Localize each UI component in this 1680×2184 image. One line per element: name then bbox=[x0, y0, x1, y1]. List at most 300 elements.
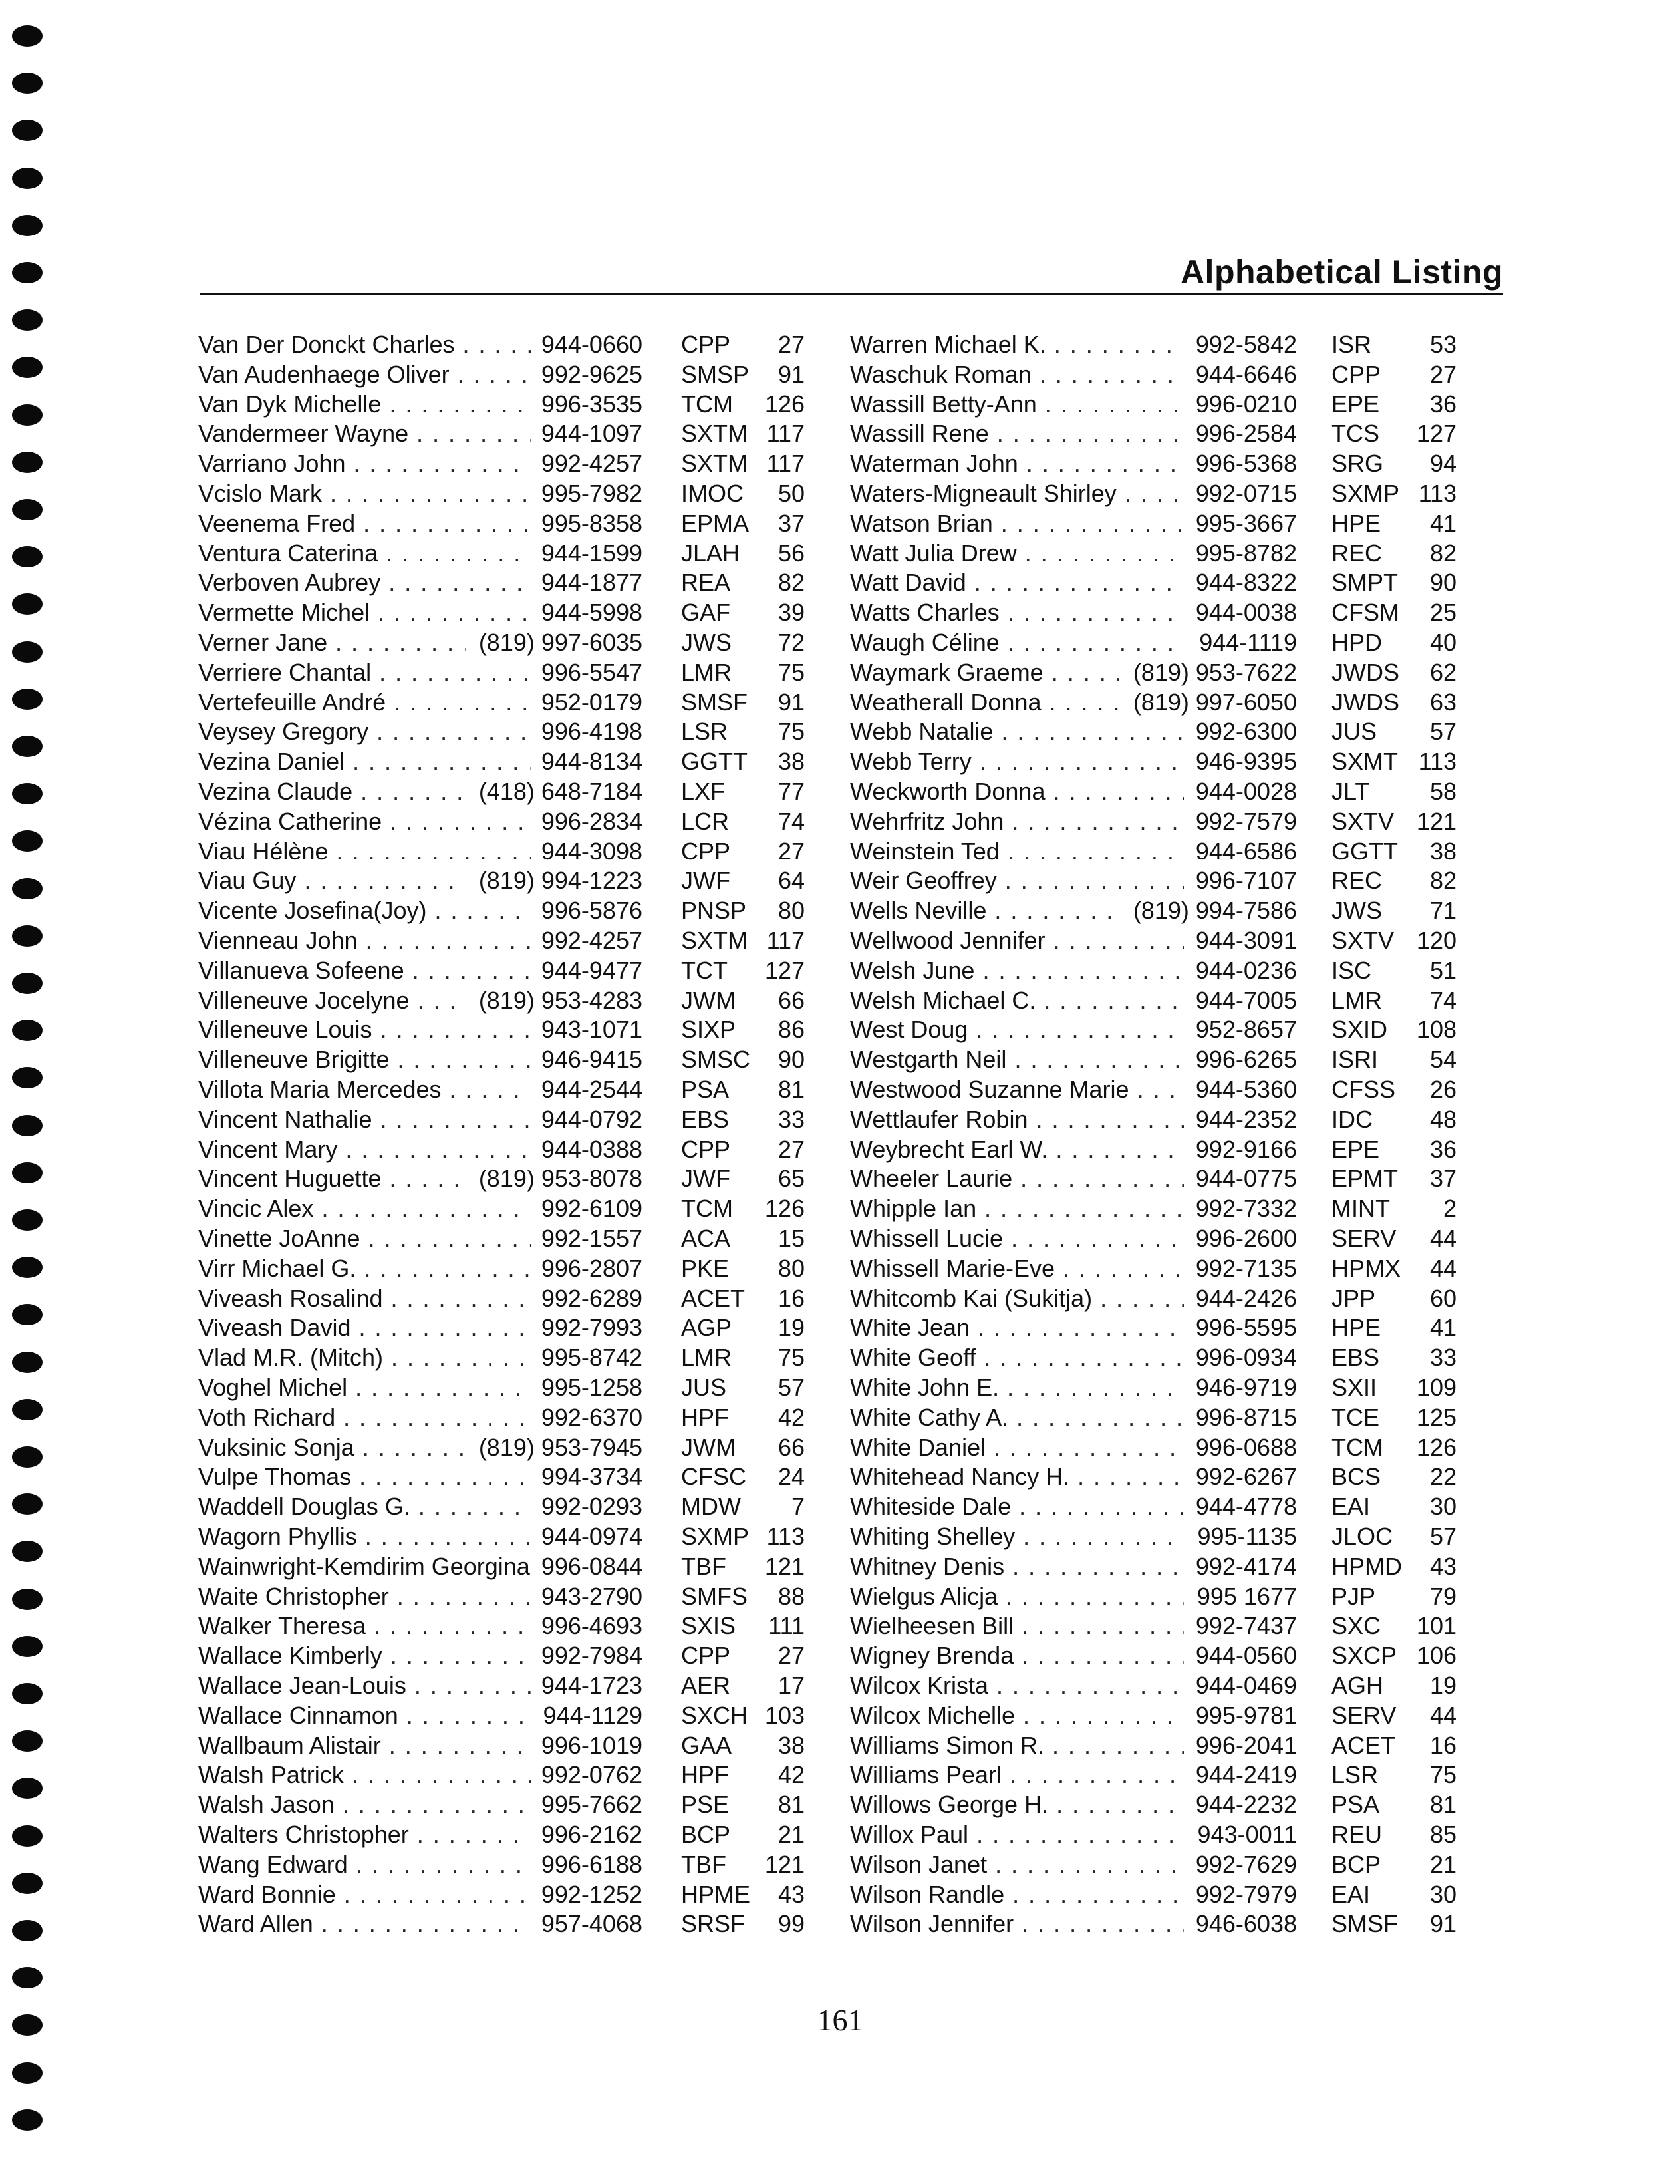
entry-page: 44 bbox=[1429, 1701, 1457, 1729]
entry-code: TCM bbox=[1331, 1433, 1383, 1461]
entry-phone: 996-8715 bbox=[1195, 1403, 1297, 1431]
entry-name: Vandermeer Wayne . . . bbox=[198, 418, 531, 448]
entry-page: 58 bbox=[1429, 778, 1457, 805]
entry-page: 81 bbox=[777, 1076, 805, 1103]
entry-page: 117 bbox=[766, 420, 805, 448]
entry-page: 79 bbox=[1429, 1582, 1457, 1610]
entry-name: Welsh Michael C. . . . bbox=[850, 985, 1184, 1015]
entry-page: 24 bbox=[777, 1463, 805, 1491]
entry-page: 39 bbox=[777, 599, 805, 627]
entry-name: Walsh Patrick . . . bbox=[198, 1760, 531, 1790]
entry-page: 109 bbox=[1416, 1374, 1457, 1401]
entry-code: JLT bbox=[1331, 778, 1370, 805]
entry-page: 120 bbox=[1416, 927, 1457, 954]
listing-row bbox=[0, 1014, 1680, 1044]
entry-page: 62 bbox=[1429, 658, 1457, 686]
entry-name: Whitney Denis . . . bbox=[850, 1551, 1184, 1581]
listing-row bbox=[0, 1670, 1680, 1700]
entry-name: Wallace Cinnamon . . . bbox=[198, 1700, 531, 1730]
entry-page: 126 bbox=[764, 390, 805, 418]
entry-name: Varriano John . . . bbox=[198, 448, 531, 478]
listing-row bbox=[0, 895, 1680, 925]
entry-page: 16 bbox=[1429, 1731, 1457, 1759]
entry-code: SXCH bbox=[681, 1701, 748, 1729]
entry-phone: 992-6289 bbox=[541, 1284, 642, 1312]
entry-page: 94 bbox=[1429, 450, 1457, 478]
entry-code: IMOC bbox=[681, 480, 744, 507]
entry-page: 38 bbox=[1429, 837, 1457, 865]
entry-page: 91 bbox=[777, 360, 805, 388]
entry-code: TCE bbox=[1331, 1403, 1379, 1431]
entry-page: 30 bbox=[1429, 1880, 1457, 1908]
entry-code: JWF bbox=[681, 1165, 730, 1193]
entry-phone: 944-1129 bbox=[543, 1701, 642, 1729]
listing-row bbox=[0, 1253, 1680, 1283]
entry-code: PSA bbox=[681, 1076, 730, 1103]
entry-name: Wallace Jean-Louis . . . bbox=[198, 1670, 531, 1700]
listing-row bbox=[0, 1790, 1680, 1819]
listing-row bbox=[0, 1432, 1680, 1462]
entry-page: 121 bbox=[1416, 807, 1457, 835]
binding-hole bbox=[12, 168, 43, 189]
entry-name: Ward Bonnie . . . bbox=[198, 1879, 531, 1909]
entry-phone: 992-4257 bbox=[541, 450, 642, 478]
entry-phone: 996-0688 bbox=[1195, 1433, 1297, 1461]
entry-phone: 946-9395 bbox=[1195, 748, 1297, 776]
entry-name: Viau Guy . . . bbox=[198, 865, 466, 895]
entry-page: 108 bbox=[1416, 1016, 1457, 1044]
entry-page: 81 bbox=[777, 1791, 805, 1819]
entry-phone: 944-8134 bbox=[541, 748, 642, 776]
listing-row bbox=[0, 567, 1680, 597]
entry-page: 90 bbox=[1429, 569, 1457, 597]
listing-row bbox=[0, 985, 1680, 1015]
entry-name: Vienneau John . . . bbox=[198, 925, 531, 955]
entry-name: Wassill Rene . . . bbox=[850, 418, 1184, 448]
entry-page: 75 bbox=[777, 1344, 805, 1372]
entry-page: 25 bbox=[1429, 599, 1457, 627]
entry-name: Villeneuve Brigitte . . . bbox=[198, 1044, 531, 1074]
listing-row bbox=[0, 389, 1680, 419]
entry-code: SXTV bbox=[1331, 807, 1395, 835]
entry-page: 99 bbox=[777, 1910, 805, 1938]
entry-code: TCT bbox=[681, 956, 728, 984]
entry-page: 75 bbox=[1429, 1761, 1457, 1789]
entry-phone: 992-6267 bbox=[1195, 1463, 1297, 1491]
entry-page: 91 bbox=[777, 688, 805, 716]
entry-name: Waugh Céline . . . bbox=[850, 627, 1184, 657]
entry-page: 103 bbox=[764, 1701, 805, 1729]
entry-code: TBF bbox=[681, 1552, 726, 1580]
entry-page: 51 bbox=[1429, 956, 1457, 984]
entry-name: Vcislo Mark . . . bbox=[198, 478, 531, 508]
listing-row bbox=[0, 418, 1680, 448]
entry-code: LMR bbox=[681, 658, 732, 686]
entry-phone: 996-5547 bbox=[541, 658, 642, 686]
listing-row bbox=[0, 716, 1680, 746]
entry-phone: 944-1097 bbox=[541, 420, 642, 448]
listing-row bbox=[0, 1819, 1680, 1849]
entry-page: 2 bbox=[1443, 1195, 1457, 1223]
entry-phone: 995 1677 bbox=[1196, 1582, 1297, 1610]
entry-name: Wilcox Michelle . . . bbox=[850, 1700, 1184, 1730]
entry-phone: 995-1258 bbox=[541, 1374, 642, 1401]
entry-code: HPE bbox=[1331, 1314, 1381, 1342]
entry-name: White John E. . . . bbox=[850, 1372, 1184, 1402]
entry-code: AGH bbox=[1331, 1672, 1384, 1699]
entry-code: REA bbox=[681, 569, 731, 597]
listing-row bbox=[0, 1313, 1680, 1342]
entry-name: Walsh Jason . . . bbox=[198, 1790, 531, 1819]
entry-code: ACET bbox=[1331, 1731, 1396, 1759]
entry-phone: 946-9415 bbox=[541, 1046, 642, 1074]
entry-phone: 996-7107 bbox=[1195, 867, 1297, 895]
entry-code: CPP bbox=[1331, 360, 1381, 388]
entry-phone: 944-0469 bbox=[1195, 1672, 1297, 1699]
entry-code: ACET bbox=[681, 1284, 746, 1312]
entry-code: HPMX bbox=[1331, 1254, 1401, 1282]
entry-page: 127 bbox=[1416, 420, 1457, 448]
entry-phone: 996-2162 bbox=[541, 1821, 642, 1848]
entry-name: Wehrfritz John . . . bbox=[850, 806, 1184, 836]
entry-name: Voghel Michel . . . bbox=[198, 1372, 531, 1402]
header-rule bbox=[200, 293, 1503, 295]
entry-name: Veysey Gregory . . . bbox=[198, 716, 531, 746]
entry-name: Vulpe Thomas . . . bbox=[198, 1462, 531, 1491]
entry-name: Ventura Caterina . . . bbox=[198, 538, 531, 568]
entry-code: TBF bbox=[681, 1850, 726, 1878]
entry-phone: (819) 953-8078 bbox=[478, 1165, 642, 1193]
entry-code: JLOC bbox=[1331, 1523, 1393, 1550]
entry-page: 27 bbox=[777, 1642, 805, 1670]
entry-page: 41 bbox=[1429, 509, 1457, 537]
entry-code: EAI bbox=[1331, 1493, 1371, 1521]
entry-phone: (819) 953-7945 bbox=[478, 1433, 642, 1461]
listing-row bbox=[0, 1164, 1680, 1193]
listing-row bbox=[0, 1104, 1680, 1134]
entry-name: Whissell Lucie . . . bbox=[850, 1223, 1184, 1253]
entry-page: 21 bbox=[777, 1821, 805, 1848]
entry-name: Vezina Claude . . . bbox=[198, 776, 466, 806]
entry-phone: 992-1557 bbox=[541, 1225, 642, 1252]
binding-hole bbox=[12, 215, 43, 236]
entry-code: CFSC bbox=[681, 1463, 746, 1491]
entry-code: SXMT bbox=[1331, 748, 1399, 776]
entry-page: 54 bbox=[1429, 1046, 1457, 1074]
entry-code: EPMT bbox=[1331, 1165, 1399, 1193]
listing-row bbox=[0, 1283, 1680, 1313]
entry-phone: 996-1019 bbox=[541, 1731, 642, 1759]
entry-page: 41 bbox=[1429, 1314, 1457, 1342]
entry-phone: 995-8358 bbox=[541, 509, 642, 537]
binding-hole bbox=[12, 73, 43, 94]
entry-name: Villanueva Sofeene . . . bbox=[198, 955, 531, 985]
entry-code: LCR bbox=[681, 807, 730, 835]
listing-row bbox=[0, 1730, 1680, 1760]
entry-page: 71 bbox=[1429, 897, 1457, 925]
entry-page: 33 bbox=[1429, 1344, 1457, 1372]
page-header bbox=[200, 253, 1503, 294]
entry-phone: 944-1877 bbox=[541, 569, 642, 597]
entry-phone: 995-7982 bbox=[541, 480, 642, 507]
entry-phone: 944-3091 bbox=[1195, 927, 1297, 954]
entry-page: 44 bbox=[1429, 1254, 1457, 1282]
entry-phone: 944-2544 bbox=[541, 1076, 642, 1103]
listing-row bbox=[0, 1640, 1680, 1670]
listing-row bbox=[0, 1074, 1680, 1104]
entry-name: Ward Allen . . . bbox=[198, 1909, 531, 1939]
entry-phone: 992-7629 bbox=[1195, 1850, 1297, 1878]
entry-name: Weir Geoffrey . . . bbox=[850, 865, 1184, 895]
entry-page: 27 bbox=[777, 837, 805, 865]
entry-page: 66 bbox=[777, 1433, 805, 1461]
entry-code: ACA bbox=[681, 1225, 731, 1252]
entry-phone: 996-2600 bbox=[1195, 1225, 1297, 1252]
entry-phone: 944-1599 bbox=[541, 539, 642, 567]
entry-page: 127 bbox=[764, 956, 805, 984]
entry-name: Virr Michael G. . . . bbox=[198, 1253, 531, 1283]
entry-code: GAA bbox=[681, 1731, 732, 1759]
entry-page: 21 bbox=[1429, 1850, 1457, 1878]
entry-name: Whiteside Dale . . . bbox=[850, 1491, 1184, 1521]
entry-phone: 944-0560 bbox=[1195, 1642, 1297, 1670]
entry-code: SMSF bbox=[681, 688, 748, 716]
entry-code: LXF bbox=[681, 778, 726, 805]
listing-row bbox=[0, 1462, 1680, 1491]
entry-code: HPF bbox=[681, 1403, 729, 1431]
entry-name: Westwood Suzanne Marie . . . bbox=[850, 1074, 1184, 1104]
listing-row bbox=[0, 1760, 1680, 1790]
entry-phone: 944-5360 bbox=[1195, 1076, 1297, 1103]
entry-name: Weatherall Donna . . . bbox=[850, 687, 1119, 717]
entry-code: SMPT bbox=[1331, 569, 1399, 597]
entry-phone: 996-6265 bbox=[1195, 1046, 1297, 1074]
entry-page: 22 bbox=[1429, 1463, 1457, 1491]
entry-name: Wheeler Laurie . . . bbox=[850, 1164, 1184, 1193]
entry-name: Weckworth Donna . . . bbox=[850, 776, 1184, 806]
entry-page: 117 bbox=[766, 450, 805, 478]
page-title: Alphabetical Listing bbox=[1180, 253, 1503, 291]
entry-code: JLAH bbox=[681, 539, 740, 567]
entry-phone: 996-0934 bbox=[1195, 1344, 1297, 1372]
entry-phone: 943-0011 bbox=[1197, 1821, 1297, 1848]
listing-row bbox=[0, 1402, 1680, 1432]
entry-phone: 944-3098 bbox=[541, 837, 642, 865]
entry-name: Waters-Migneault Shirley . . . bbox=[850, 478, 1184, 508]
entry-page: 126 bbox=[1416, 1433, 1457, 1461]
entry-page: 44 bbox=[1429, 1225, 1457, 1252]
entry-page: 72 bbox=[777, 629, 805, 656]
entry-phone: 944-9477 bbox=[541, 956, 642, 984]
entry-phone: 992-4174 bbox=[1195, 1552, 1297, 1580]
entry-name: Wassill Betty-Ann . . . bbox=[850, 389, 1184, 419]
entry-page: 19 bbox=[777, 1314, 805, 1342]
listing-row bbox=[0, 687, 1680, 717]
entry-code: PKE bbox=[681, 1254, 730, 1282]
entry-name: Van Audenhaege Oliver . . . bbox=[198, 359, 531, 389]
entry-code: SXII bbox=[1331, 1374, 1377, 1401]
entry-code: LSR bbox=[1331, 1761, 1379, 1789]
entry-phone: (819) 997-6050 bbox=[1133, 688, 1297, 716]
entry-phone: (819) 994-1223 bbox=[478, 867, 642, 895]
entry-phone: 944-0792 bbox=[541, 1105, 642, 1133]
entry-name: Vezina Daniel . . . bbox=[198, 746, 531, 776]
entry-page: 106 bbox=[1416, 1642, 1457, 1670]
entry-code: CFSM bbox=[1331, 599, 1399, 627]
entry-phone: 992-7135 bbox=[1195, 1254, 1297, 1282]
entry-code: SMFS bbox=[681, 1582, 748, 1610]
entry-phone: (418) 648-7184 bbox=[478, 778, 642, 805]
entry-name: Weinstein Ted . . . bbox=[850, 836, 1184, 866]
entry-page: 81 bbox=[1429, 1791, 1457, 1819]
entry-page: 50 bbox=[777, 480, 805, 507]
entry-page: 111 bbox=[768, 1612, 805, 1640]
entry-phone: 992-7579 bbox=[1195, 807, 1297, 835]
entry-page: 38 bbox=[777, 748, 805, 776]
entry-phone: 995-3667 bbox=[1195, 509, 1297, 537]
entry-phone: 996-6188 bbox=[541, 1850, 642, 1878]
entry-phone: 944-0236 bbox=[1195, 956, 1297, 984]
entry-code: EPMA bbox=[681, 509, 750, 537]
listing-row bbox=[0, 955, 1680, 985]
entry-code: TCM bbox=[681, 390, 733, 418]
entry-page: 26 bbox=[1429, 1076, 1457, 1103]
entry-phone: 996-2834 bbox=[541, 807, 642, 835]
entry-phone: 992-5842 bbox=[1195, 331, 1297, 358]
entry-name: Williams Pearl . . . bbox=[850, 1760, 1184, 1790]
entry-phone: 944-6646 bbox=[1195, 360, 1297, 388]
entry-page: 63 bbox=[1429, 688, 1457, 716]
entry-phone: (819) 953-7622 bbox=[1133, 658, 1297, 686]
entry-code: JWDS bbox=[1331, 688, 1399, 716]
listing-row bbox=[0, 478, 1680, 508]
entry-name: Watt David . . . bbox=[850, 567, 1184, 597]
entry-phone: 944-1723 bbox=[541, 1672, 642, 1699]
entry-phone: 996-2041 bbox=[1195, 1731, 1297, 1759]
entry-page: 57 bbox=[777, 1374, 805, 1401]
entry-code: REC bbox=[1331, 867, 1383, 895]
entry-name: White Geoff . . . bbox=[850, 1342, 1184, 1372]
binding-hole bbox=[12, 2062, 43, 2084]
listing-row bbox=[0, 1909, 1680, 1939]
entry-phone: 944-4778 bbox=[1195, 1493, 1297, 1521]
entry-code: HPE bbox=[1331, 509, 1381, 537]
entry-page: 36 bbox=[1429, 1135, 1457, 1163]
entry-code: PJP bbox=[1331, 1582, 1376, 1610]
binding-hole bbox=[12, 1967, 43, 1988]
entry-page: 40 bbox=[1429, 629, 1457, 656]
entry-phone: 992-9166 bbox=[1195, 1135, 1297, 1163]
entry-page: 30 bbox=[1429, 1493, 1457, 1521]
entry-code: SXMP bbox=[681, 1523, 750, 1550]
listing-row bbox=[0, 508, 1680, 538]
entry-page: 38 bbox=[777, 1731, 805, 1759]
entry-name: Verner Jane . . . bbox=[198, 627, 466, 657]
entry-name: Welsh June . . . bbox=[850, 955, 1184, 985]
entry-phone: 946-9719 bbox=[1195, 1374, 1297, 1401]
entry-name: Waymark Graeme . . . bbox=[850, 657, 1119, 687]
entry-code: HPF bbox=[681, 1761, 729, 1789]
listing-row bbox=[0, 657, 1680, 687]
entry-name: Vlad M.R. (Mitch) . . . bbox=[198, 1342, 531, 1372]
entry-phone: 996-2807 bbox=[541, 1254, 642, 1282]
entry-phone: 952-8657 bbox=[1195, 1016, 1297, 1044]
entry-code: JWS bbox=[1331, 897, 1382, 925]
entry-name: Villeneuve Jocelyne . . . bbox=[198, 985, 466, 1015]
entry-phone: 992-6109 bbox=[541, 1195, 642, 1223]
entry-name: Vincent Huguette . . . bbox=[198, 1164, 466, 1193]
entry-page: 82 bbox=[1429, 867, 1457, 895]
entry-code: CPP bbox=[681, 1642, 731, 1670]
entry-name: Webb Natalie . . . bbox=[850, 716, 1184, 746]
entry-page: 37 bbox=[1429, 1165, 1457, 1193]
listing-row bbox=[0, 1342, 1680, 1372]
entry-code: SMSC bbox=[681, 1046, 751, 1074]
entry-page: 75 bbox=[777, 718, 805, 746]
entry-name: Vicente Josefina(Joy) . . . bbox=[198, 895, 531, 925]
entry-page: 82 bbox=[1429, 539, 1457, 567]
entry-name: Wallbaum Alistair . . . bbox=[198, 1730, 531, 1760]
entry-code: EPE bbox=[1331, 390, 1380, 418]
entry-phone: 944-0974 bbox=[541, 1523, 642, 1550]
entry-code: CPP bbox=[681, 837, 731, 865]
entry-code: TCM bbox=[681, 1195, 733, 1223]
entry-code: AGP bbox=[681, 1314, 732, 1342]
entry-phone: 992-7332 bbox=[1195, 1195, 1297, 1223]
entry-code: SXMP bbox=[1331, 480, 1400, 507]
entry-code: SXC bbox=[1331, 1612, 1381, 1640]
entry-name: Wallace Kimberly . . . bbox=[198, 1640, 531, 1670]
entry-name: Waddell Douglas G. . . . bbox=[198, 1491, 531, 1521]
entry-code: IDC bbox=[1331, 1105, 1373, 1133]
entry-phone: 995-8742 bbox=[541, 1344, 642, 1372]
entry-name: Wells Neville . . . bbox=[850, 895, 1119, 925]
binding-hole bbox=[12, 2014, 43, 2036]
entry-name: Walker Theresa . . . bbox=[198, 1611, 531, 1640]
entry-name: Vincent Mary . . . bbox=[198, 1134, 531, 1164]
entry-name: Villota Maria Mercedes . . . bbox=[198, 1074, 531, 1104]
entry-phone: 992-0715 bbox=[1195, 480, 1297, 507]
entry-phone: 952-0179 bbox=[541, 688, 642, 716]
entry-code: HPD bbox=[1331, 629, 1383, 656]
entry-phone: 992-6300 bbox=[1195, 718, 1297, 746]
entry-name: Van Der Donckt Charles . . . bbox=[198, 329, 531, 359]
entry-page: 85 bbox=[1429, 1821, 1457, 1848]
entry-page: 74 bbox=[777, 807, 805, 835]
entry-code: LSR bbox=[681, 718, 728, 746]
binding-hole bbox=[12, 262, 43, 283]
listing-row bbox=[0, 1700, 1680, 1730]
entry-phone: 944-1119 bbox=[1199, 629, 1297, 656]
listing-row bbox=[0, 1849, 1680, 1879]
listing-row bbox=[0, 865, 1680, 895]
entry-page: 42 bbox=[777, 1403, 805, 1431]
entry-name: Verriere Chantal . . . bbox=[198, 657, 531, 687]
entry-name: Walters Christopher . . . bbox=[198, 1819, 531, 1849]
entry-phone: 992-0762 bbox=[541, 1761, 642, 1789]
entry-page: 125 bbox=[1416, 1403, 1457, 1431]
entry-phone: 944-0028 bbox=[1195, 778, 1297, 805]
entry-name: Wielgus Alicja . . . bbox=[850, 1581, 1184, 1611]
entry-code: GGTT bbox=[1331, 837, 1398, 865]
entry-phone: 944-0388 bbox=[541, 1135, 642, 1163]
entry-page: 88 bbox=[777, 1582, 805, 1610]
entry-code: ISR bbox=[1331, 331, 1372, 358]
entry-name: Vincic Alex . . . bbox=[198, 1193, 531, 1223]
binding-hole bbox=[12, 25, 43, 47]
entry-page: 48 bbox=[1429, 1105, 1457, 1133]
entry-name: Willox Paul . . . bbox=[850, 1819, 1184, 1849]
